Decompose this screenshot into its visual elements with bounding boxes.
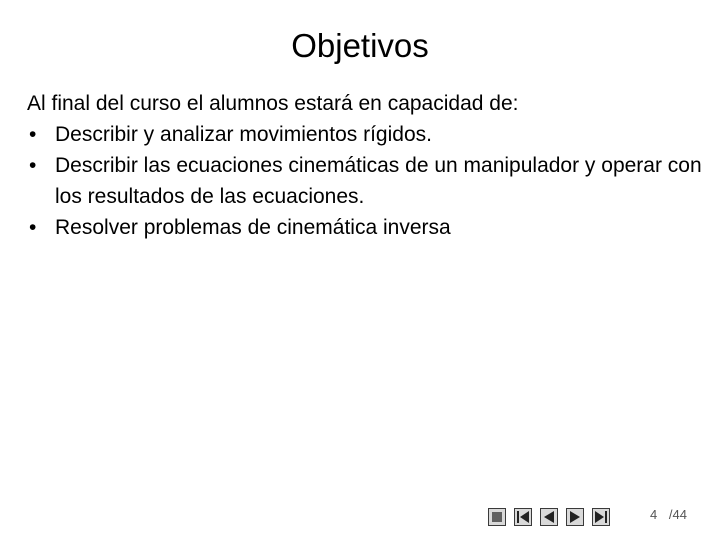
total-pages: /44	[668, 507, 687, 522]
list-item-text: Resolver problemas de cinemática inversa	[55, 216, 451, 239]
next-slide-button[interactable]	[566, 508, 584, 526]
slide-title: Objetivos	[291, 27, 429, 64]
stop-icon	[489, 509, 505, 525]
next-slide-icon	[567, 509, 583, 525]
list-item	[27, 119, 707, 150]
slide-content	[27, 88, 707, 243]
slide-navigation	[488, 506, 618, 528]
bullet-marker: •	[29, 123, 37, 146]
intro-text: Al final del curso el alumnos estará en capacidad de:	[27, 92, 519, 115]
bullet-marker: •	[29, 216, 37, 239]
previous-slide-icon	[541, 509, 557, 525]
last-slide-icon	[593, 509, 609, 525]
page-counter	[650, 507, 695, 522]
list-item-text: Describir las ecuaciones cinemáticas de un manipulador y operar con los resultados de las ecuaciones.	[55, 154, 702, 208]
objectives-list	[27, 119, 707, 243]
first-slide-icon	[515, 509, 531, 525]
bullet-marker: •	[29, 154, 37, 177]
first-slide-button[interactable]	[514, 508, 532, 526]
stop-button[interactable]	[488, 508, 506, 526]
list-item	[27, 150, 707, 212]
previous-slide-button[interactable]	[540, 508, 558, 526]
list-item	[27, 212, 707, 243]
current-page: 4	[650, 507, 658, 522]
last-slide-button[interactable]	[592, 508, 610, 526]
list-item-text: Describir y analizar movimientos rígidos.	[55, 123, 432, 146]
